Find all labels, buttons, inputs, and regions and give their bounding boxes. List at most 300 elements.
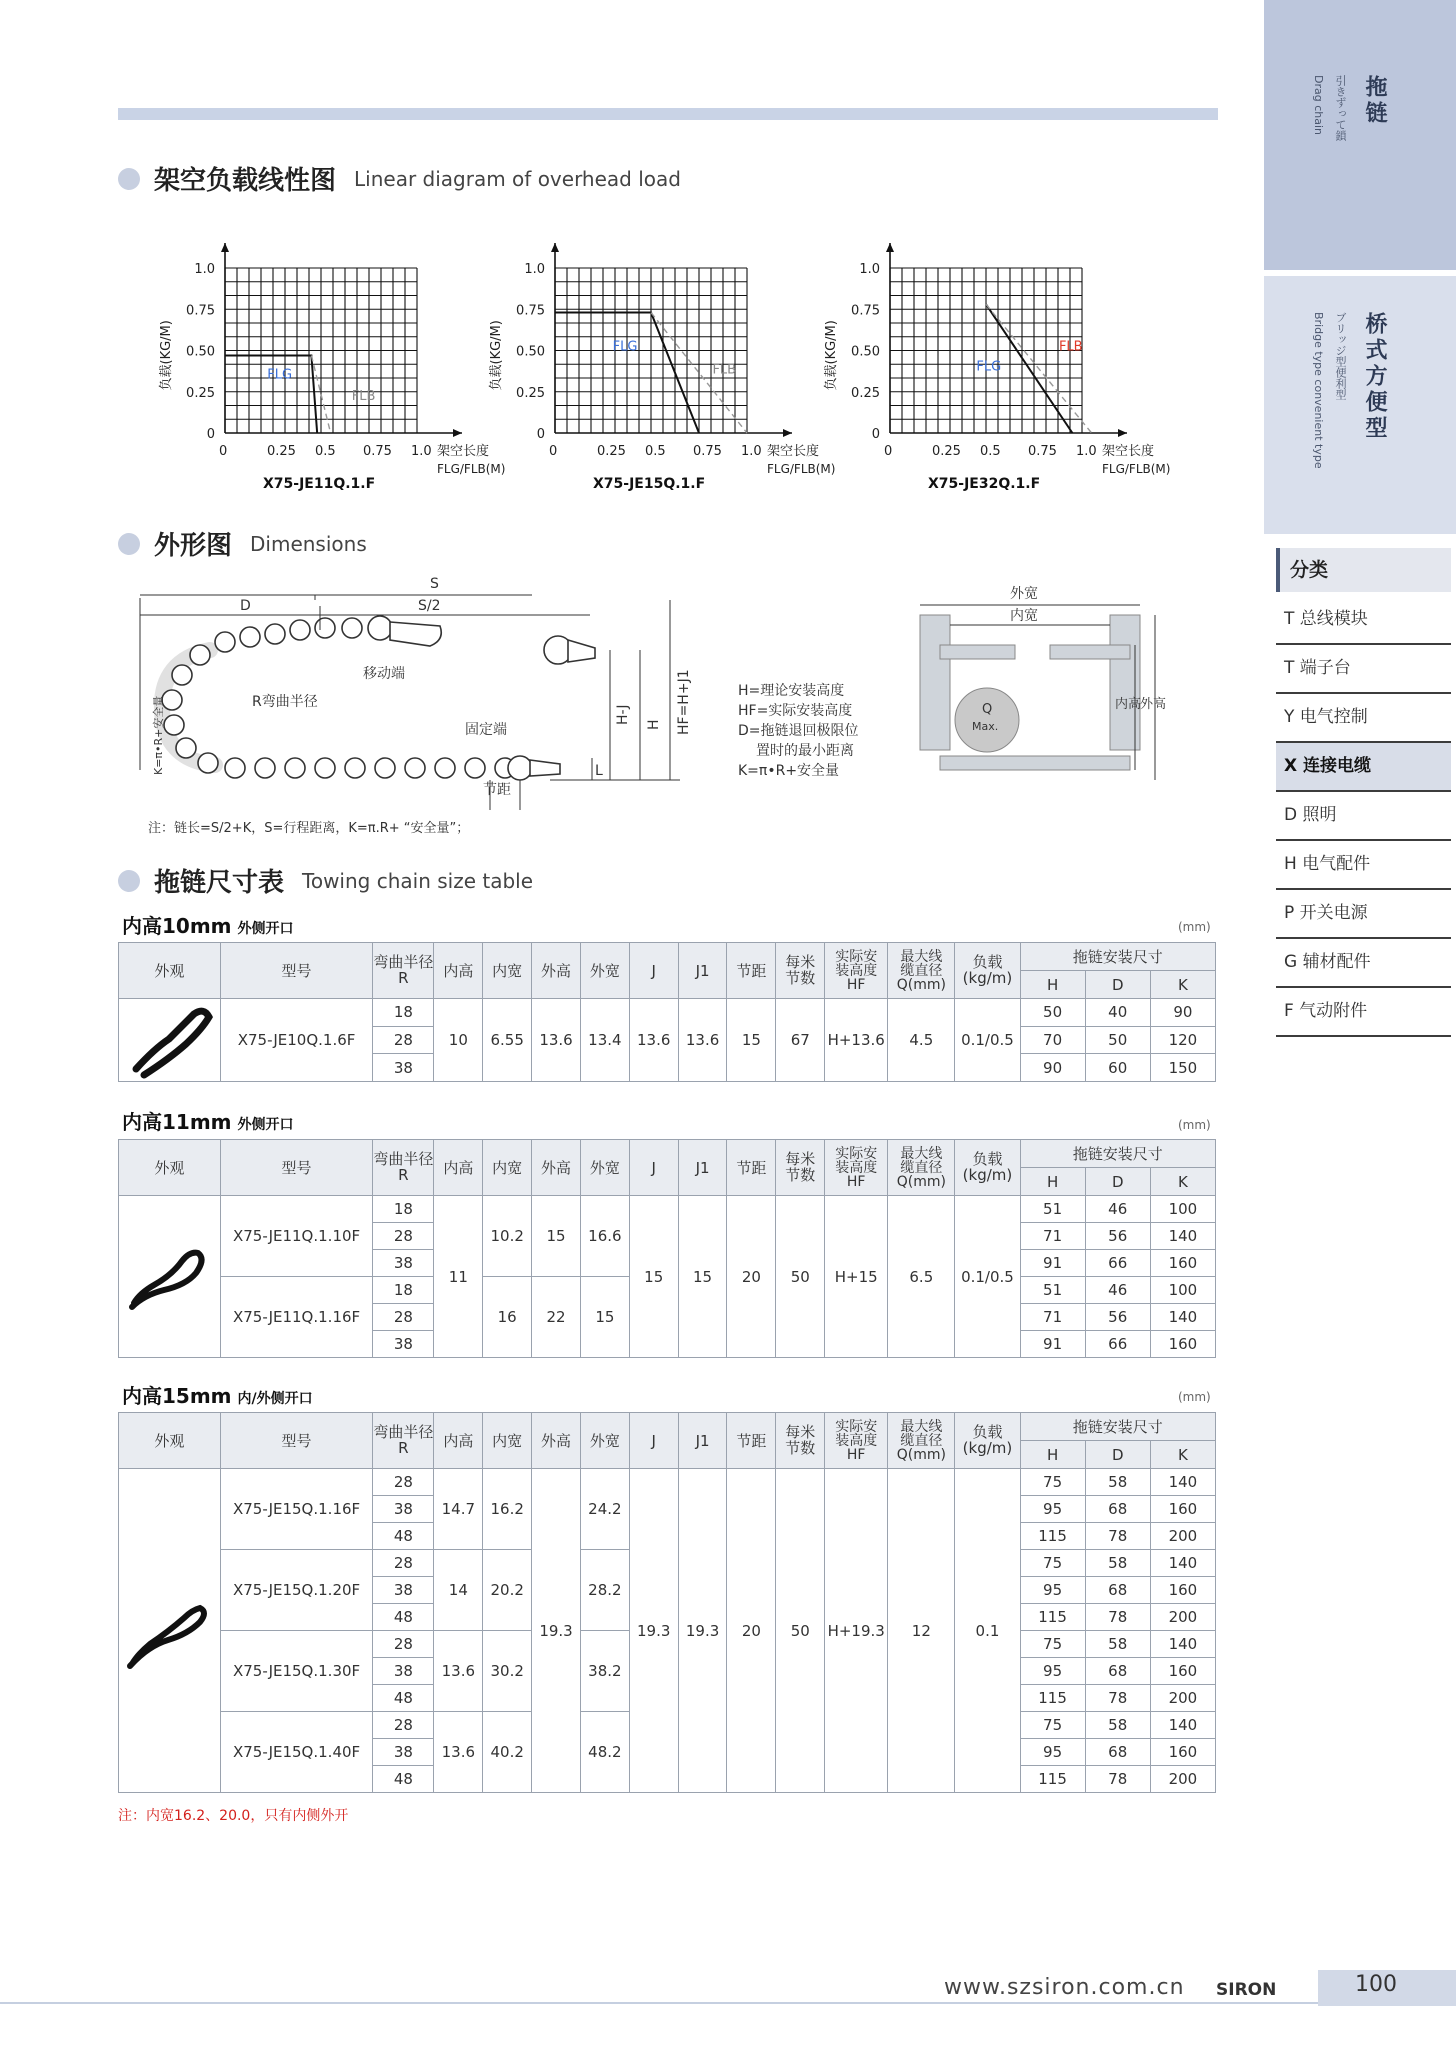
- cell-k: 140: [1150, 1223, 1215, 1250]
- col-inner-h: 内高: [434, 943, 483, 999]
- cell-d: 68: [1085, 1496, 1150, 1523]
- category-item-active[interactable]: X 连接电缆: [1276, 743, 1451, 792]
- overhead-chart-3: [815, 205, 1171, 505]
- dim-label-pitch: 节距: [483, 782, 511, 798]
- col-outer-h: 外高: [532, 1413, 581, 1469]
- col-hf-l2: 装高度: [835, 1432, 878, 1449]
- cell-k: 90: [1150, 999, 1215, 1027]
- cell-r: 18: [373, 999, 434, 1027]
- cell-load: 0.1/0.5: [955, 999, 1020, 1082]
- footer-url[interactable]: www.szsiron.com.cn: [944, 1975, 1185, 2000]
- dim-label-h: H: [646, 719, 662, 730]
- cross-section-drawing: [920, 605, 1155, 780]
- category-title: 分类: [1276, 548, 1451, 592]
- cell-inner-w: 10.2: [483, 1196, 532, 1277]
- cell-inner-h: 14.7: [434, 1469, 483, 1550]
- unit-label: (mm): [1178, 920, 1211, 934]
- col-hf-l1: 实际安: [835, 948, 878, 965]
- col-j1: J1: [678, 1140, 727, 1196]
- col-radius-l2: R: [398, 1438, 409, 1457]
- cell-k: 120: [1150, 1026, 1215, 1054]
- y-axis-arrow: [221, 243, 229, 252]
- cell-h: 70: [1020, 1026, 1085, 1054]
- cell-h: 115: [1020, 1766, 1085, 1793]
- cell-d: 78: [1085, 1685, 1150, 1712]
- col-j: J: [629, 1413, 678, 1469]
- col-model: 型号: [220, 1413, 373, 1469]
- y-axis-label: 负载(KG/M): [824, 320, 839, 391]
- x-tick-label: 0.25: [597, 444, 626, 459]
- cell-d: 78: [1085, 1766, 1150, 1793]
- cell-model: X75-JE11Q.1.10F: [220, 1196, 373, 1277]
- chart-title: X75-JE11Q.1.F: [263, 476, 376, 492]
- cell-d: 56: [1085, 1223, 1150, 1250]
- x-axis-label: 架空长度: [767, 444, 820, 459]
- cell-k: 140: [1150, 1550, 1215, 1577]
- category-item[interactable]: G 辅材配件: [1276, 939, 1451, 988]
- dim-inner-width: 内宽: [1010, 608, 1038, 624]
- overhead-title-zh: 架空负载线性图: [154, 166, 337, 196]
- x-tick-label: 0.5: [645, 444, 666, 459]
- category-item[interactable]: Y 电气控制: [1276, 694, 1451, 743]
- cell-r: 38: [373, 1577, 434, 1604]
- dim-outer-height: 外高: [1140, 697, 1167, 712]
- cell-h: 51: [1020, 1277, 1085, 1304]
- cell-inner-w: 20.2: [483, 1550, 532, 1631]
- cell-d: 66: [1085, 1331, 1150, 1358]
- cell-outer-h: 19.3: [532, 1469, 581, 1793]
- col-radius-l2: R: [398, 968, 409, 987]
- x-tick-label: 0: [884, 444, 893, 459]
- y-axis-label: 负载(KG/M): [159, 320, 174, 391]
- cell-inner-h: 13.6: [434, 1631, 483, 1712]
- table3: [118, 1412, 1216, 1793]
- cell-model: X75-JE15Q.1.16F: [220, 1469, 373, 1550]
- overhead-section-header: [118, 160, 681, 197]
- cell-r: 48: [373, 1766, 434, 1793]
- col-load-l2: (kg/m): [962, 1438, 1013, 1457]
- cell-d: 78: [1085, 1523, 1150, 1550]
- table2-title: [122, 1106, 294, 1135]
- col-j1: J1: [678, 943, 727, 999]
- inner-width-note: 注：内宽16.2、20.0，只有内侧外开: [118, 1808, 349, 1824]
- cell-k: 100: [1150, 1277, 1215, 1304]
- overhead-title-en: Linear diagram of overhead load: [354, 166, 681, 191]
- cell-outer-w: 38.2: [580, 1631, 629, 1712]
- dim-label-l: L: [595, 763, 603, 779]
- cell-r: 28: [373, 1026, 434, 1054]
- dimension-drawing: [140, 570, 1220, 815]
- col-hf-l3: HF: [846, 976, 866, 993]
- dimensions-title-zh: 外形图: [154, 531, 233, 561]
- x-axis-label: 架空长度: [1102, 444, 1155, 459]
- category-item[interactable]: P 开关电源: [1276, 890, 1451, 939]
- cell-h: 71: [1020, 1304, 1085, 1331]
- col-cable-l3: Q(mm): [896, 976, 946, 993]
- col-outer-w: 外宽: [580, 943, 629, 999]
- dim-label-k: K=π•R+安全量: [152, 695, 165, 775]
- col-load-l2: (kg/m): [962, 968, 1013, 987]
- y-tick-label: 0: [206, 427, 215, 442]
- cell-per-m: 67: [776, 999, 825, 1082]
- dim-inner-height: 内高: [1115, 697, 1142, 712]
- col-appearance: 外观: [119, 1413, 221, 1469]
- col-j: J: [629, 1140, 678, 1196]
- cell-r: 28: [373, 1631, 434, 1658]
- x-tick-label: 1.0: [741, 444, 762, 459]
- col-load: [955, 1140, 1020, 1196]
- col-install: 拖链安装尺寸: [1020, 1140, 1215, 1168]
- bullet-icon: [118, 168, 140, 190]
- y-tick-label: 0.25: [186, 385, 215, 401]
- cell-model: X75-JE11Q.1.16F: [220, 1277, 373, 1358]
- col-pitch: 节距: [727, 1140, 776, 1196]
- footer-logo: SIRON: [1216, 1980, 1277, 2000]
- size-table-title-en: Towing chain size table: [302, 868, 534, 893]
- table3-body: [119, 1469, 1216, 1793]
- cell-load: 0.1: [955, 1469, 1020, 1793]
- legend-line: D=拖链退回极限位: [738, 723, 859, 739]
- cell-h: 50: [1020, 999, 1085, 1027]
- col-pitch: 节距: [727, 943, 776, 999]
- x-axis-arrow: [1118, 429, 1127, 437]
- cell-outer-w: 15: [580, 1277, 629, 1358]
- y-tick-label: 0.50: [186, 344, 215, 360]
- cell-h: 95: [1020, 1577, 1085, 1604]
- cell-d: 66: [1085, 1250, 1150, 1277]
- cell-k: 160: [1150, 1658, 1215, 1685]
- col-hf-l3: HF: [846, 1446, 866, 1463]
- col-hf-l3: HF: [846, 1173, 866, 1190]
- col-per-m: [776, 943, 825, 999]
- cell-outer-h: 15: [532, 1196, 581, 1277]
- col-hf: [825, 1413, 888, 1469]
- series-label-flg: FLG: [976, 359, 1002, 375]
- cell-d: 56: [1085, 1304, 1150, 1331]
- cell-d: 40: [1085, 999, 1150, 1027]
- cell-model: X75-JE15Q.1.40F: [220, 1712, 373, 1793]
- sidebar-section-sub-jp: ブリッジ型便利型: [1334, 312, 1347, 400]
- col-model: 型号: [220, 1140, 373, 1196]
- col-per-m-l2: 节数: [785, 1438, 816, 1457]
- cell-h: 75: [1020, 1712, 1085, 1739]
- legend-line: 置时的最小距离: [756, 743, 854, 759]
- series-label-flg: FLG: [612, 339, 638, 355]
- cell-d: 50: [1085, 1026, 1150, 1054]
- x-tick-label: 0: [549, 444, 558, 459]
- category-item[interactable]: T 总线模块: [1276, 596, 1451, 645]
- cell-j1: 19.3: [678, 1469, 727, 1793]
- col-inner-h: 内高: [434, 1413, 483, 1469]
- category-item[interactable]: H 电气配件: [1276, 841, 1451, 890]
- dim-label-hj: H-J: [615, 704, 631, 725]
- cell-load: 0.1/0.5: [955, 1196, 1020, 1358]
- series-flb-line: [986, 304, 1092, 433]
- cell-model: X75-JE15Q.1.30F: [220, 1631, 373, 1712]
- legend-line: H=理论安装高度: [738, 683, 845, 699]
- x-tick-label: 0.5: [980, 444, 1001, 459]
- cell-pitch: 15: [727, 999, 776, 1082]
- cell-k: 160: [1150, 1577, 1215, 1604]
- cell-inner-h: 10: [434, 999, 483, 1082]
- y-tick-label: 0.75: [851, 303, 880, 319]
- cell-k: 160: [1150, 1739, 1215, 1766]
- overhead-chart-2: [480, 205, 836, 505]
- cell-h: 90: [1020, 1054, 1085, 1082]
- table1-title: [122, 910, 294, 939]
- cell-r: 48: [373, 1604, 434, 1631]
- col-hf: [825, 1140, 888, 1196]
- cell-h: 91: [1020, 1331, 1085, 1358]
- sidebar: [1264, 0, 1456, 2068]
- cell-r: 28: [373, 1304, 434, 1331]
- col-per-m: [776, 1413, 825, 1469]
- legend-line: HF=实际安装高度: [738, 703, 853, 719]
- dim-q: Q: [982, 702, 993, 717]
- cell-per-m: 50: [776, 1196, 825, 1358]
- size-table-section-header: [118, 862, 533, 899]
- col-h: H: [1020, 1441, 1085, 1469]
- col-cable-l2: 缆直径: [900, 1432, 943, 1449]
- dimensions-section-header: [118, 525, 367, 562]
- col-hf-l2: 装高度: [835, 1159, 878, 1176]
- col-hf-l2: 装高度: [835, 962, 878, 979]
- x-tick-label: 0.5: [315, 444, 336, 459]
- cell-h: 75: [1020, 1631, 1085, 1658]
- col-cable-l1: 最大线: [900, 948, 943, 965]
- x-tick-label: 0.75: [363, 444, 392, 459]
- cell-r: 38: [373, 1331, 434, 1358]
- cell-outer-w: 13.4: [580, 999, 629, 1082]
- col-k: K: [1150, 1168, 1215, 1196]
- x-axis-arrow: [453, 429, 462, 437]
- x-tick-label: 0.25: [267, 444, 296, 459]
- cell-d: 78: [1085, 1604, 1150, 1631]
- cell-model: X75-JE10Q.1.6F: [220, 999, 373, 1082]
- y-tick-label: 0.75: [186, 303, 215, 319]
- col-radius-l1: 弯曲半径: [373, 952, 434, 971]
- col-per-m-l1: 每米: [785, 952, 816, 971]
- cell-inner-w: 16.2: [483, 1469, 532, 1550]
- cell-hf: H+19.3: [825, 1469, 888, 1793]
- page-number: 100: [1355, 1972, 1397, 1997]
- x-tick-label: 0.25: [932, 444, 961, 459]
- col-load: [955, 943, 1020, 999]
- col-cable: [888, 1140, 955, 1196]
- bullet-icon: [118, 533, 140, 555]
- cell-d: 58: [1085, 1631, 1150, 1658]
- table3-title-main: 内高15mm: [122, 1384, 232, 1408]
- col-h: H: [1020, 971, 1085, 999]
- col-h: H: [1020, 1168, 1085, 1196]
- cell-r: 38: [373, 1658, 434, 1685]
- col-inner-w: 内宽: [483, 943, 532, 999]
- top-decor-bar: [118, 108, 1218, 120]
- cell-inner-w: 40.2: [483, 1712, 532, 1793]
- cell-k: 160: [1150, 1331, 1215, 1358]
- cell-d: 68: [1085, 1577, 1150, 1604]
- dim-label-bend: R弯曲半径: [252, 694, 318, 710]
- cell-k: 140: [1150, 1469, 1215, 1496]
- cell-d: 46: [1085, 1277, 1150, 1304]
- cell-h: 95: [1020, 1496, 1085, 1523]
- cell-j1: 13.6: [678, 999, 727, 1082]
- col-per-m-l2: 节数: [785, 968, 816, 987]
- table1-title-sub: 外侧开口: [237, 921, 294, 937]
- cell-k: 200: [1150, 1604, 1215, 1631]
- cell-pitch: 20: [727, 1196, 776, 1358]
- col-hf: [825, 943, 888, 999]
- col-outer-w: 外宽: [580, 1413, 629, 1469]
- col-j1: J1: [678, 1413, 727, 1469]
- x-tick-label: 0: [219, 444, 228, 459]
- col-load-l1: 负载: [972, 952, 1003, 971]
- cell-d: 68: [1085, 1739, 1150, 1766]
- cell-k: 200: [1150, 1523, 1215, 1550]
- cell-outer-h: 22: [532, 1277, 581, 1358]
- cell-k: 140: [1150, 1631, 1215, 1658]
- chain-thumbnail: [119, 1469, 221, 1793]
- col-per-m: [776, 1140, 825, 1196]
- col-install: 拖链安装尺寸: [1020, 1413, 1215, 1441]
- cell-inner-w: 16: [483, 1277, 532, 1358]
- y-tick-label: 0: [536, 427, 545, 442]
- cell-k: 100: [1150, 1196, 1215, 1223]
- category-list: [1276, 596, 1451, 1037]
- y-axis-arrow: [551, 243, 559, 252]
- col-cable: [888, 943, 955, 999]
- category-item[interactable]: F 气动附件: [1276, 988, 1451, 1037]
- col-d: D: [1085, 971, 1150, 999]
- y-tick-label: 0: [871, 427, 880, 442]
- sidebar-section-panel: [1264, 276, 1456, 534]
- category-item[interactable]: D 照明: [1276, 792, 1451, 841]
- col-inner-h: 内高: [434, 1140, 483, 1196]
- cell-k: 160: [1150, 1250, 1215, 1277]
- x-axis-label: 架空长度: [437, 444, 490, 459]
- cell-k: 160: [1150, 1496, 1215, 1523]
- cell-d: 58: [1085, 1550, 1150, 1577]
- cell-d: 68: [1085, 1658, 1150, 1685]
- col-load: [955, 1413, 1020, 1469]
- dim-outer-width: 外宽: [1010, 586, 1038, 602]
- y-tick-label: 1.0: [859, 262, 880, 277]
- col-cable-l2: 缆直径: [900, 962, 943, 979]
- table1-title-main: 内高10mm: [122, 914, 232, 938]
- col-cable-l1: 最大线: [900, 1145, 943, 1162]
- unit-label: (mm): [1178, 1390, 1211, 1404]
- cell-r: 28: [373, 1712, 434, 1739]
- cell-cable: 6.5: [888, 1196, 955, 1358]
- dim-label-moving: 移动端: [363, 666, 405, 682]
- cell-outer-w: 28.2: [580, 1550, 629, 1631]
- cell-h: 75: [1020, 1550, 1085, 1577]
- col-outer-h: 外高: [532, 1140, 581, 1196]
- col-appearance: 外观: [119, 1140, 221, 1196]
- cell-h: 115: [1020, 1604, 1085, 1631]
- cell-r: 38: [373, 1496, 434, 1523]
- col-cable: [888, 1413, 955, 1469]
- cell-d: 60: [1085, 1054, 1150, 1082]
- chart-title: X75-JE32Q.1.F: [928, 476, 1041, 492]
- sidebar-section-title: 桥式方便型: [1362, 312, 1387, 442]
- series-label-flb: FLB: [712, 362, 737, 378]
- col-outer-w: 外宽: [580, 1140, 629, 1196]
- x-axis-label-2: FLG/FLB(M): [437, 462, 506, 476]
- x-axis-label-2: FLG/FLB(M): [767, 462, 836, 476]
- overhead-chart-1: [150, 205, 506, 505]
- cell-r: 28: [373, 1550, 434, 1577]
- cell-outer-w: 16.6: [580, 1196, 629, 1277]
- sidebar-brand-title: 拖链: [1362, 75, 1387, 127]
- col-per-m-l2: 节数: [785, 1165, 816, 1184]
- cell-h: 115: [1020, 1523, 1085, 1550]
- cell-inner-w: 6.55: [483, 999, 532, 1082]
- series-label-flb: FLB: [1058, 339, 1083, 355]
- chain-thumbnail: [119, 999, 221, 1082]
- dim-label-d: D: [240, 598, 251, 614]
- dim-label-hf: HF=H+J1: [676, 669, 692, 735]
- cell-r: 38: [373, 1054, 434, 1082]
- legend-line: K=π•R+安全量: [738, 763, 840, 779]
- col-radius-l1: 弯曲半径: [373, 1149, 434, 1168]
- sidebar-brand-sub-en: Drag chain: [1312, 75, 1325, 136]
- x-tick-label: 0.75: [1028, 444, 1057, 459]
- col-per-m-l1: 每米: [785, 1149, 816, 1168]
- cell-inner-h: 14: [434, 1550, 483, 1631]
- dim-label-s: S: [430, 576, 439, 592]
- chain-thumbnail: [119, 1196, 221, 1358]
- x-tick-label: 1.0: [1076, 444, 1097, 459]
- unit-label: (mm): [1178, 1118, 1211, 1132]
- table2-title-main: 内高11mm: [122, 1110, 232, 1134]
- cell-model: X75-JE15Q.1.20F: [220, 1550, 373, 1631]
- y-tick-label: 0.25: [851, 385, 880, 401]
- col-hf-l1: 实际安: [835, 1145, 878, 1162]
- col-d: D: [1085, 1168, 1150, 1196]
- cell-inner-h: 13.6: [434, 1712, 483, 1793]
- cell-r: 28: [373, 1469, 434, 1496]
- table3-title: [122, 1380, 313, 1409]
- y-tick-label: 0.25: [516, 385, 545, 401]
- cell-j: 19.3: [629, 1469, 678, 1793]
- cell-h: 71: [1020, 1223, 1085, 1250]
- y-tick-label: 0.75: [516, 303, 545, 319]
- sidebar-section-sub-en: Bridge type convenient type: [1312, 312, 1325, 469]
- cell-outer-w: 48.2: [580, 1712, 629, 1793]
- col-cable-l3: Q(mm): [896, 1446, 946, 1463]
- dim-label-s2: S/2: [418, 598, 441, 614]
- cell-r: 18: [373, 1277, 434, 1304]
- cell-r: 38: [373, 1739, 434, 1766]
- x-axis-arrow: [783, 429, 792, 437]
- col-install: 拖链安装尺寸: [1020, 943, 1215, 971]
- cell-outer-w: 24.2: [580, 1469, 629, 1550]
- cell-hf: H+15: [825, 1196, 888, 1358]
- cell-h: 95: [1020, 1739, 1085, 1766]
- col-model: 型号: [220, 943, 373, 999]
- category-item[interactable]: T 端子台: [1276, 645, 1451, 694]
- x-tick-label: 0.75: [693, 444, 722, 459]
- cell-cable: 12: [888, 1469, 955, 1793]
- cell-j1: 15: [678, 1196, 727, 1358]
- y-tick-label: 0.50: [851, 344, 880, 360]
- dim-max: Max.: [972, 720, 999, 733]
- table3-title-sub: 内/外侧开口: [237, 1391, 313, 1407]
- col-cable-l3: Q(mm): [896, 1173, 946, 1190]
- x-tick-label: 1.0: [411, 444, 432, 459]
- footer-line: [0, 2002, 1456, 2004]
